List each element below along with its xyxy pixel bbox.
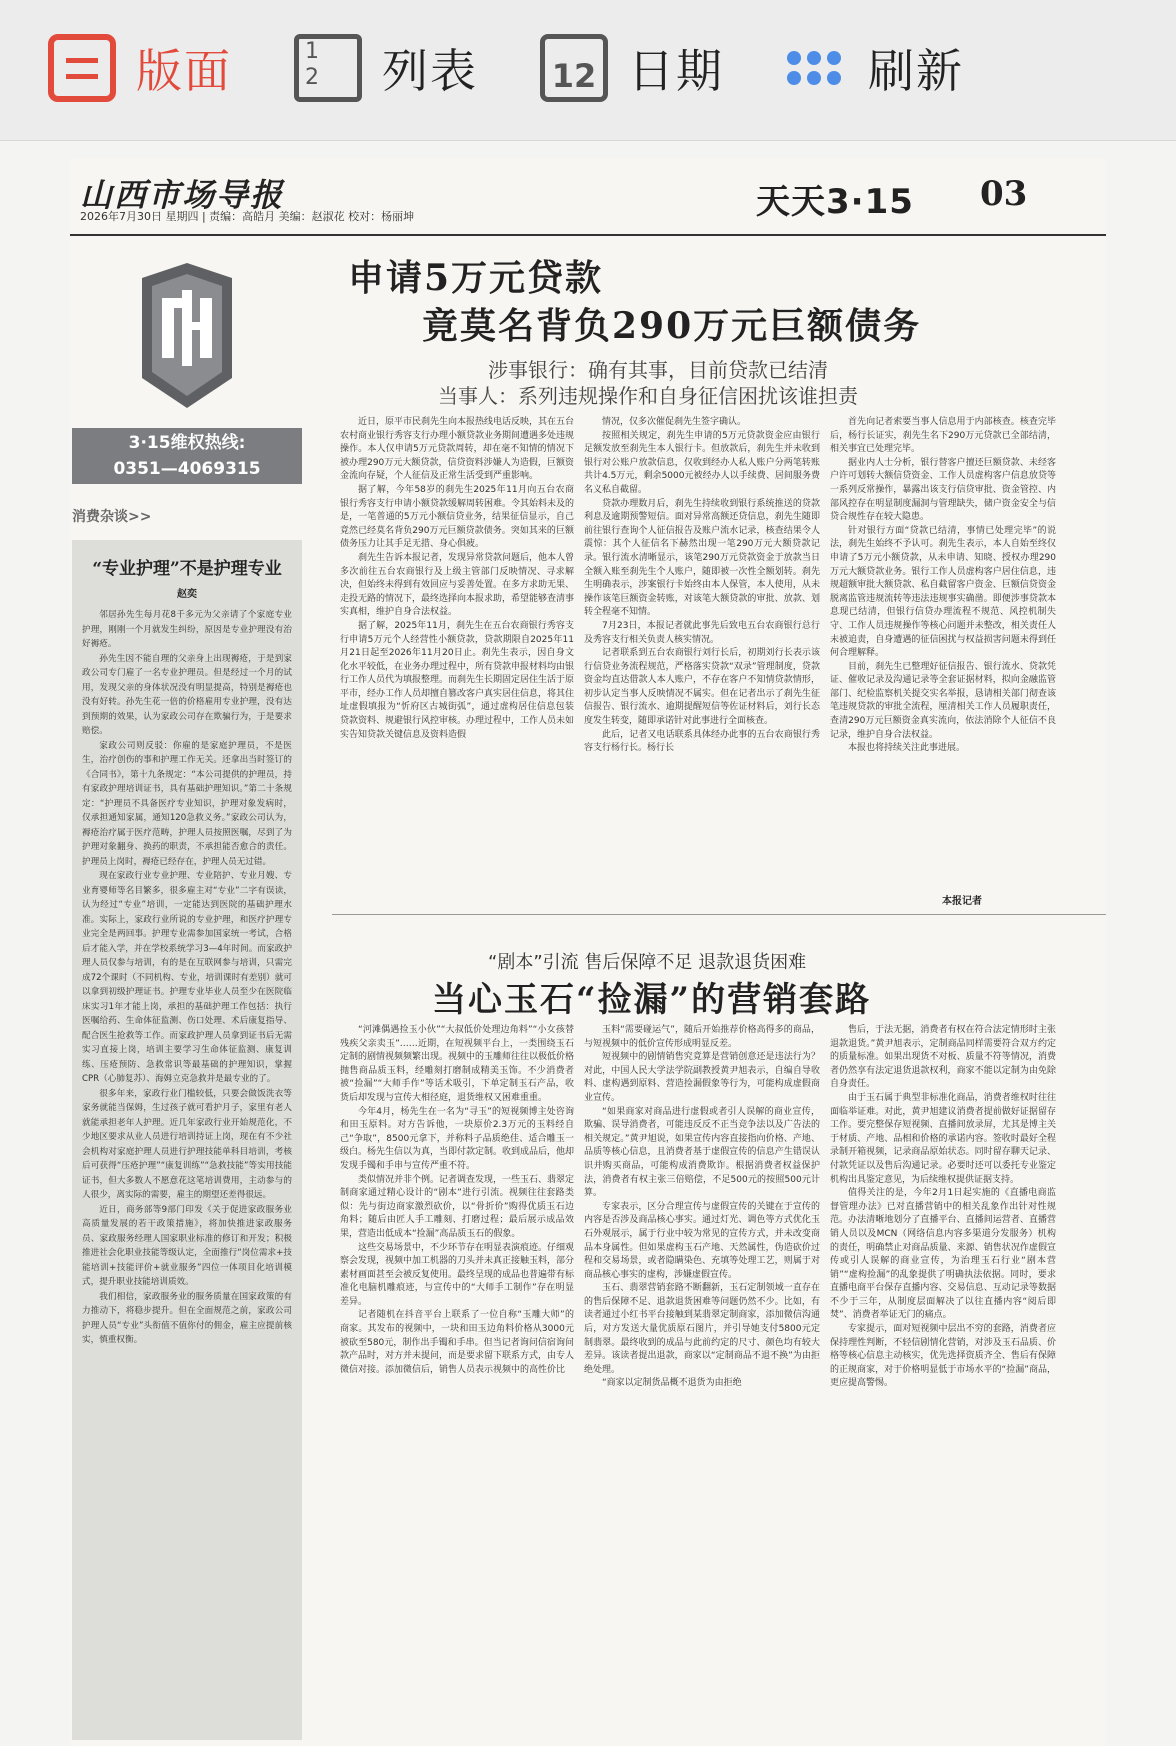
top-toolbar <box>0 0 1176 141</box>
article-paragraph: 玉石、翡翠营销套路不断翻新，玉石定制领域一直存在的售后保障不足、退款退货困难等问题仍然不少。比如，有读者通过小红书平台接触到某翡翠定制商家，添加微信沟通后，对方发送大量优质原石图片，并引导她支付5800元定制翡翠。最终收到的成品与此前约定的尺寸、颜色均有较大差异。该读者提出退款，商家以“定制商品不退不换”为由拒绝处理。 <box>584 1283 820 1375</box>
layout-icon <box>48 34 116 102</box>
article-paragraph: 据了解，今年58岁的刹先生2025年11月向五台农商银行秀容支行申请小额贷款缓解周转困难。令其始料未及的是，一笔普通的5万元小额信贷业务，结果征信显示，自己竟然已经莫名背负290万元巨额贷款债务。突如其来的巨额债务压力让其手足无措、身心俱疲。 <box>340 484 574 550</box>
article-paragraph: 今年4月，杨先生在一名为“寻玉”的短视频博主处咨询和田玉原料。对方告诉他，一块原价2.3万元的玉料经自己“争取”，8500元拿下，并称料子品质绝佳、适合雕玉一级白。杨先生信以为真，当即付款定制。收到成品后，他却发现手镯和手串与宣传严重不符。 <box>340 1106 574 1171</box>
article-paragraph: 此后，记者又电话联系具体经办此事的五台农商银行秀容支行杨行长。杨行长 <box>584 729 820 754</box>
newspaper-page[interactable] <box>70 158 1106 1746</box>
masthead: 山西市场导报 <box>80 176 285 214</box>
article-paragraph: “河滩偶遇捡玉小伙”“大叔低价处理边角料”“小女孩替残疾父亲卖玉”……近期，在短视频平台上，一类围绕玉石定制的剧情视频频繁出现。视频中的玉雕师往往以极低价格抛售商品质玉料，经雕刻打磨制成精美玉饰。不少消费者被“捡漏”“大师手作”等话术吸引，下单定制玉石产品，收货后却发现与宣传大相径庭，退货维权又困难重重。 <box>340 1025 574 1103</box>
article-paragraph: 类似情况并非个例。记者调查发现，一些玉石、翡翠定制商家通过精心设计的“剧本”进行引流。视频往往套路类似：先与街边商家激烈砍价，以“骨折价”购得优质玉石边角料；随后由匠人手工雕刻、打磨过程；最后展示成品效果，营造出低成本“捡漏”高品质玉石的假象。 <box>340 1174 574 1239</box>
essay-paragraph: 孙先生因不能自理的父亲身上出现褥疮，于是到家政公司专门雇了一名专业护理员。但是经过一个月的试用，发现父亲的身体状况没有明显提高，特别是褥疮也没有好转。孙先生花一倍的价格雇用专业护理，没有达到预期的效果，认为家政公司存在欺骗行为，于是要求赔偿。 <box>82 653 292 736</box>
essay-title: “专业护理”不是护理专业 <box>92 559 282 579</box>
article-paragraph: 记者联系到五台农商银行刘行长后，初期刘行长表示该行信贷业务流程规范，严格落实贷款“双录”管理制度，贷款资金均直达借款人本人账户，不存在客户不知情贷款情形，初步认定当事人反映情况不属实。但在记者出示了刹先生征信报告、银行流水、逾期提醒短信等佐证材料后，刘行长态度发生转变，随即承诺针对此事进行全面核查。 <box>584 648 820 727</box>
essay-paragraph: 我们相信，家政服务业的服务质量在国家政策的有力推动下，将稳步提升。但在全面规范之前，家政公司护理人员“专业”头衔值不值你付的佣金，雇主应提前核实，慎重权衡。 <box>82 1291 292 1345</box>
hotline-number: 0351—4069315 <box>113 459 261 479</box>
date-info: 2026年7月30日 星期四 | 责编：高皓月 美编：赵淑花 校对：杨丽坤 <box>80 210 415 223</box>
article-paragraph: 据了解，2025年11月，刹先生在五台农商银行秀容支行申请5万元个人经营性小额贷款，贷款期限自2025年11月21日起至2026年11月20日止。刹先生表示，因自身文化水平较低，在业务办理过程中，所有贷款申报材料均由银行工作人员代为填报整理。而刹先生长期固定居住生活于原平市，经办工作人员却擅自篡改客户真实居住信息，将其住址虚假填报为“忻府区古城街弧”，通过虚构居住信息包装贷款资料、规避银行风控审核。办理过程中，工作人员未如实告知贷款关键信息及资料造假 <box>340 620 574 740</box>
refresh-icon <box>780 34 848 102</box>
list-icon: 1 2 <box>294 34 362 102</box>
article-paragraph: 本报也将持续关注此事进展。 <box>848 743 966 754</box>
article-paragraph: 情况，仅多次催促刹先生签字确认。 <box>602 417 747 427</box>
calendar-icon: 12 <box>540 34 608 102</box>
essay-paragraph: 近日，商务部等9部门印发《关于促进家政服务业高质量发展的若干政策措施》，将加快推进家政服务员、家政服务经理人国家职业标准的修订和开发；积极推进社会化职业技能等级认定，全面推行“岗位需求+技能培训+技能评价+就业服务”四位一体项目化培训模式，提升职业技能培训质效。 <box>82 1204 292 1287</box>
page-number: 03 <box>980 174 1028 214</box>
date-label: 日期 <box>628 44 724 98</box>
essay-body <box>82 608 292 1718</box>
article-paragraph: 玉料“需要碰运气”，随后开始推荐价格高得多的商品，与短视频中的低价宣传形成明显反差。 <box>584 1025 820 1049</box>
article-paragraph: 记者随机在抖音平台上联系了一位自称“玉雕大师”的商家。其发布的视频中，一块和田玉边角料价格从3000元被砍至580元，制作出手镯和手串。但当记者询问信宿询问款产品时，对方并未提问，而是要求留下联系方式，由专人微信对接。添加微信后，销售人员表示视频中的高性价比 <box>340 1310 574 1375</box>
article1-subhead-line2: 当事人：系列违规操作和自身征信困扰该谁担责 <box>438 384 858 408</box>
hotline-box <box>72 428 302 484</box>
article-paragraph: 刹先生告诉本报记者，发现异常贷款问题后，他本人曾多次前往五台农商银行及上级主管部门反映情况、寻求解决，但始终未得到有效回应与妥善处置。在多方求助无果、走投无路的情况下，最终选择向本报求助，希望能够查清事实真相，维护自身合法权益。 <box>340 552 574 618</box>
article-paragraph: 由于玉石属于典型非标准化商品，消费者维权时往往面临举证难。对此，黄尹旭建议消费者提前做好证据留存工作。要完整保存短视频、直播间放录屏，尤其是博主关于材质、产地、品相和价格的承诺内容。签收时最好全程录制开箱视频，记录商品原始状态。同时留存聊天记录、付款凭证以及售后沟通记录。必要时还可以委托专业鉴定机构出具鉴定意见，为后续维权提供证据支持。 <box>830 1092 1056 1185</box>
essay-paragraph: 很多年来，家政行业门槛较低，只要会做饭洗衣等家务就能当保姆，生过孩子就可看护月子，家里有老人就能承担老年人护理。近几年家政行业开始规范化，不少地区要求从业人员进行培训持证上岗，现在有不少社会机构对家庭护理人员进行护理技能单科目培训，考核后可获得“压疮护理”“康复训练”“急救技能”等实用技能证书，但大多数人不愿意花这笔培训费用，主动参与的人很少，离实际的需要，雇主的期望还差得很远。 <box>82 1088 292 1200</box>
list-label: 列表 <box>382 44 478 98</box>
refresh-button[interactable] <box>780 28 964 108</box>
article-paragraph: 专家表示，区分合理宣传与虚假宣传的关键在于宣传的内容是否涉及商品核心事实。通过灯光、调色等方式优化玉石外观展示，属于行业中较为常见的宣传方式，并未改变商品本身属性。但如果虚构玉石产地、天然属性，伪造砍价过程和交易场景，或者隐瞒染色、充填等处理工艺，则属于对商品核心事实的虚构，涉嫌虚假宣传。 <box>584 1201 820 1280</box>
article2-column-1 <box>340 1024 574 1738</box>
article-paragraph: 按照相关规定，刹先生申请的5万元贷款资金应由银行足额发放至刹先生本人银行卡。但放款后，刹先生并未收到银行对公账户放款信息，仅收到经办人私人账户分两笔转账共计4.5万元，剩余5000元被经办人以手续费、居间服务费名义私自截留。 <box>584 430 820 495</box>
article1-subhead-line1: 涉事银行：确有其事，目前贷款已结清 <box>488 358 828 382</box>
list-button[interactable] <box>294 28 478 108</box>
article1-column-2 <box>584 416 820 888</box>
essay-paragraph: 邻居孙先生每月花8千多元为父亲请了个家庭专业护理，刚刚一个月就发生纠纷，原因是专业护理没有治好褥疮。 <box>82 610 292 649</box>
article2-headline: 当心玉石“捡漏”的营销套路 <box>432 980 872 1020</box>
article1-byline: 本报记者 <box>942 896 982 907</box>
article-paragraph: 针对银行方面“贷款已结清，事情已处理完毕”的说法，刹先生始终不予认可。刹先生表示，本人自始至终仅申请了5万元小额贷款，从未申请、知晓、授权办理290万元大额贷款业务。银行工作人员虚构客户居住信息，违规超额审批大额贷款、私自截留客户资金、巨额信贷资金脱离监管违规流转等违法违规事实确凿。即便涉事贷款本息现已结清，但银行信贷办理流程不规范、风控机制失守、工作人员违规操作等核心问题并未整改，相关责任人未被追责，自身遭遇的征信困扰与权益损害问题未得到任何合理解释。 <box>830 525 1056 659</box>
article2-column-3 <box>830 1024 1056 1738</box>
layout-button[interactable] <box>48 28 232 108</box>
article1-column-3 <box>830 416 1056 888</box>
header-rule <box>70 234 1106 236</box>
refresh-label: 刷新 <box>868 44 964 98</box>
article-paragraph: “商家以定制货品概不退货为由拒绝 <box>602 1378 742 1389</box>
article1-headline-line1: 申请5万元贷款 <box>348 257 604 299</box>
column-tag: 消费杂谈>> <box>72 509 152 525</box>
article2-kicker: “剧本”引流 售后保障不足 退款退货困难 <box>488 952 807 973</box>
layout-label: 版面 <box>136 44 232 98</box>
article-paragraph: 这些交易场景中，不少环节存在明显表演痕迹。仔细观察会发现，视频中加工机器的刀头并未真正接触玉料，部分素材画面甚至会被反复使用。最终呈现的成品也普遍带有标准化电脑机雕痕迹，与宣传中的“大师手工制作”存在明显差异。 <box>340 1242 574 1307</box>
article-paragraph: “如果商家对商品进行虚假或者引人误解的商业宣传，欺骗、误导消费者，可能违反反不正当竞争法以及广告法的相关规定。”黄尹旭说，如果宣传内容直接指向价格、产地、品质等核心信息，且消费者基于虚假宣传的信息产生错误认识并购买商品，可能构成消费欺诈。根据消费者权益保护法，消费者有权主张三倍赔偿，不足500元的按照500元计算。 <box>584 1106 820 1199</box>
article-divider <box>332 914 1106 915</box>
sidebar-essay[interactable] <box>72 540 302 1740</box>
article-paragraph: 近日，原平市民刹先生向本报热线电话反映，其在五台农村商业银行秀容支行办理小额贷款业务期间遭遇多处违规操作。本人仅申请5万元贷款周转，却在毫不知情的情况下被办理290万元大额贷款，信贷资料涉嫌人为造假，巨额资金流向存疑，个人征信及正常生活受到严重影响。 <box>340 417 574 482</box>
article-paragraph: 售后，于法无据，消费者有权在符合法定情形时主张退款退货。”黄尹旭表示，定制商品同样需要符合双方约定的质量标准。如果出现货不对板、质量不符等情况，消费者仍然享有法定退货退款权利，商家不能以定制为由免除自身责任。 <box>830 1025 1056 1090</box>
article-paragraph: 值得关注的是，今年2月1日起实施的《直播电商监督管理办法》已对直播营销中的相关乱象作出针对性规范。办法清晰地划分了直播平台、直播间运营者、直播营销人员以及MCN（网络信息内容多渠道分发服务）机构的责任，明确禁止对商品质量、来源、销售状况作虚假宣传或引人误解的商业宣传，为治理玉石行业“剧本营销”“虚构捡漏”的乱象提供了明确执法依据。同时，要求直播电商平台保存直播内容、交易信息、互动记录等数据不少于三年，从制度层面解决了以往直播内容“阅后即焚”、消费者举证无门的痛点。 <box>830 1188 1056 1321</box>
essay-author: 赵奕 <box>177 589 197 600</box>
hotline-title: 3·15维权热线: <box>128 433 246 453</box>
date-button[interactable] <box>540 28 724 108</box>
essay-paragraph: 家政公司则反驳：你雇的是家庭护理员，不是医生，治疗创伤的事和护理工作无关。还拿出当时签订的《合同书》，第十九条规定：“本公司提供的护理员，持有家政护理培训证书，具有基础护理知识。”第二十条规定：“护理员不具备医疗专业知识，护理对象发病时，仅承担通知家属，通知120急救义务。”家政公司认为，褥疮治疗属于医疗范畴，护理人员按照医嘱，尽到了为护理对象翻身、换药的职责，不承担能否愈合的责任。护理员上岗时，褥疮已经存在，护理人员无过错。 <box>82 740 292 867</box>
article-paragraph: 短视频中的剧情销售究竟算是营销创意还是违法行为？对此，中国人民大学法学院副教授黄尹旭表示，自编自导收料、虚构遇到原料、营造捡漏假象等行为，可能构成虚假商业宣传。 <box>584 1052 820 1103</box>
315-logo-icon <box>132 258 242 418</box>
article-paragraph: 7月23日，本报记者就此事先后致电五台农商银行总行及秀容支行相关负责人核实情况。 <box>584 620 820 645</box>
article-paragraph: 据业内人士分析，银行替客户擅还巨额贷款、未经客户许可划转大额信贷资金、工作人员虚构客户信息放贷等一系列反常操作，暴露出该支行信贷审批、资金管控、内部风控存在明显制度漏洞与管理缺失，储户资金安全与信贷合规性存在较大隐患。 <box>830 457 1056 523</box>
article-paragraph: 专家提示，面对短视频中层出不穷的套路，消费者应保持理性判断，不轻信剧情化营销，对涉及玉石品质、价格等核心信息主动核实，优先选择资质齐全、售后有保障的正规商家，对于价格明显低于市场水平的“捡漏”商品，更应提高警惕。 <box>830 1324 1056 1389</box>
essay-paragraph: 现在家政行业专业护理、专业陪护、专业月嫂、专业育婴师等名目繁多，很多雇主对“专业”二字有误读，认为经过“专业”培训，一定能达到医院的基础护理水准。实际上，家政行业所说的专业护理，和医疗护理专业完全是两回事。护理专业需参加国家统一考试，合格后才能入学，并在学校系统学习3—4年时间。而家政护理人员仅参与培训，有的是在互联网参与培训，只需完成72个课时（不同机构、专业，培训课时有差别）就可以拿到初级护理证书。护理专业毕业人员至少在医院临床实习1年才能上岗，承担的基础护理工作包括：执行医嘱给药、生命体征监测、伤口处理、术后康复指导、配合医生抢救等工作。而家政护理人员拿到证书后无需实习直接上岗，培训主要学习生命体征监测、康复训练、压疮预防、急救常识等最基础的护理知识，掌握CPR（心肺复苏）、海姆立克急救并是最专业的了。 <box>82 871 292 1084</box>
article-paragraph: 目前，刹先生已整理好征信报告、银行流水、贷款凭证、催收记录及沟通记录等全套证据材料，拟向金融监管部门、纪检监察机关提交实名举报，恳请相关部门彻查该笔违规贷款的审批全流程，厘清相关工作人员履职责任，查清290万元巨额资金真实流向，依法消除个人征信不良记录，维护自身合法权益。 <box>830 661 1056 740</box>
article1-headline-line2: 竟莫名背负290万元巨额债务 <box>422 305 922 347</box>
article-paragraph: 贷款办理数月后，刹先生持续收到银行系统推送的贷款利息及逾期预警短信。面对异常高额还贷信息，刹先生随即前往银行查询个人征信报告及账户流水记录，核查结果令人震惊：其个人征信名下赫然出现一笔290万元大额贷款记录。银行流水清晰显示，该笔290万元贷款资金于放款当日全额入账至刹先生个人账户，随即被一次性全额划转。刹先生明确表示，涉案银行卡始终由本人保管，本人使用，从未操作该笔巨额资金转账，对该笔大额贷款的审批、放款、划转全程毫不知情。 <box>584 498 820 618</box>
article1-column-1 <box>340 416 574 888</box>
section-name: 天天3·15 <box>756 182 914 222</box>
article-paragraph: 首先向记者索要当事人信息用于内部核查。核查完毕后，杨行长证实，刹先生名下290万元贷款已全部结清，相关事宜已处理完毕。 <box>830 417 1056 455</box>
article2-column-2 <box>584 1024 820 1738</box>
